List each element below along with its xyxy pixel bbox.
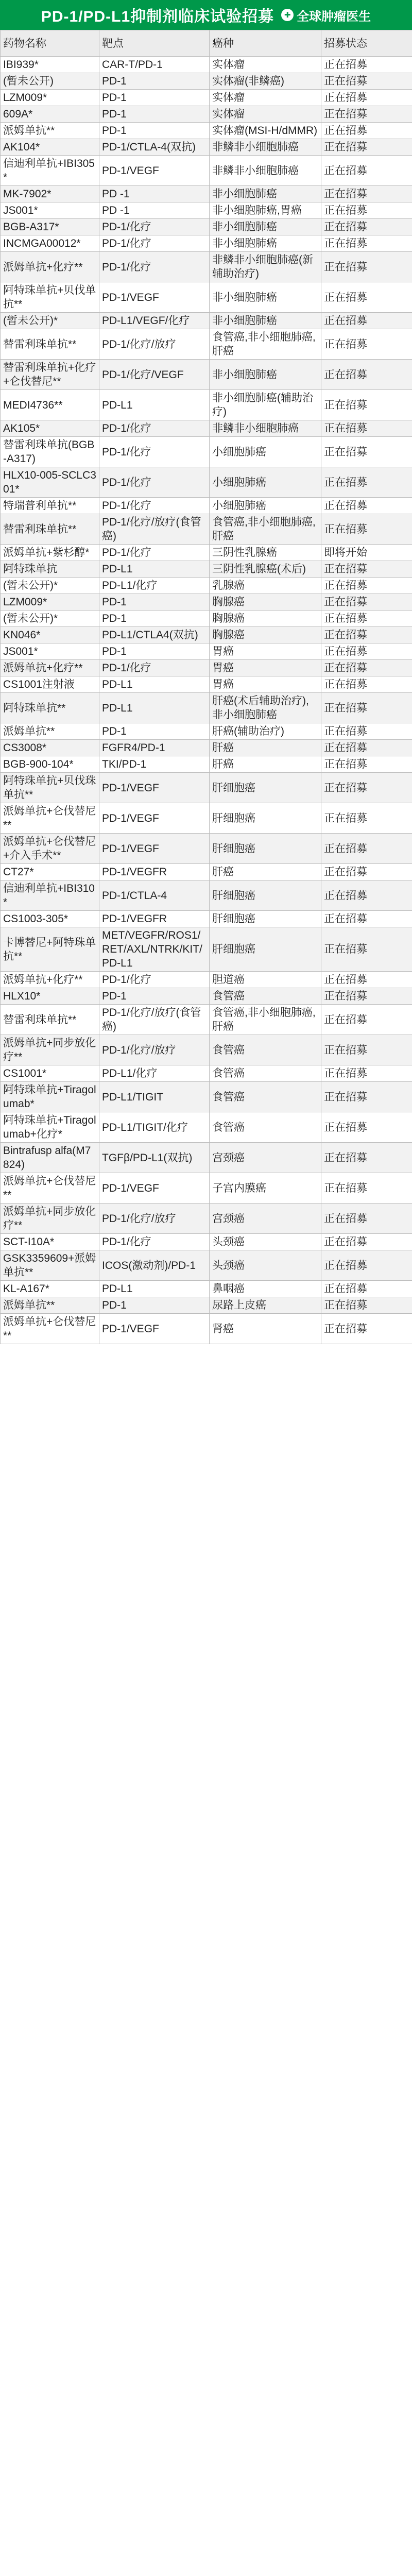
- cell-status: 正在招募: [321, 202, 412, 219]
- table-row: [1, 360, 412, 390]
- table-row: [1, 390, 412, 420]
- cell-cancer: 实体瘤(MSI-H/dMMR): [210, 123, 321, 139]
- cell-cancer: 尿路上皮癌: [210, 1297, 321, 1314]
- cell-status: 正在招募: [321, 139, 412, 156]
- table-row: [1, 123, 412, 139]
- cell-target: PD-1: [99, 988, 210, 1005]
- cell-status: 正在招募: [321, 1234, 412, 1250]
- cell-status: 正在招募: [321, 676, 412, 693]
- cell-status: 正在招募: [321, 1035, 412, 1065]
- cell-target: PD-1: [99, 594, 210, 611]
- cell-status: 正在招募: [321, 594, 412, 611]
- table-row: [1, 252, 412, 282]
- cell-target: PD-1: [99, 643, 210, 660]
- cell-cancer: 肝细胞癌: [210, 927, 321, 972]
- cell-status: 正在招募: [321, 911, 412, 927]
- cell-cancer: 鼻咽癌: [210, 1281, 321, 1297]
- cell-drug: 特瑞普利单抗**: [1, 498, 99, 514]
- column-header-drug: 药物名称: [1, 30, 99, 57]
- brand-logo-icon: ✚: [281, 9, 294, 21]
- table-row: [1, 972, 412, 988]
- cell-status: 正在招募: [321, 313, 412, 329]
- cell-drug: SCT-I10A*: [1, 1234, 99, 1250]
- brand-name: 全球肿瘤医生: [297, 9, 371, 24]
- cell-cancer: 非鳞非小细胞肺癌(新辅助治疗): [210, 252, 321, 282]
- cell-drug: 信迪利单抗+IBI310*: [1, 880, 99, 911]
- cell-status: 正在招募: [321, 988, 412, 1005]
- table-row: [1, 880, 412, 911]
- cell-target: PD-L1: [99, 676, 210, 693]
- table-row: [1, 313, 412, 329]
- cell-status: 正在招募: [321, 643, 412, 660]
- cell-status: 正在招募: [321, 57, 412, 73]
- cell-target: PD-L1/TIGIT/化疗: [99, 1112, 210, 1143]
- cell-drug: 信迪利单抗+IBI305*: [1, 156, 99, 186]
- cell-cancer: 肝细胞癌: [210, 911, 321, 927]
- cell-status: 正在招募: [321, 123, 412, 139]
- cell-cancer: 肝癌: [210, 864, 321, 880]
- table-row: [1, 1005, 412, 1035]
- cell-target: PD-1: [99, 1297, 210, 1314]
- table-row: [1, 329, 412, 360]
- cell-status: 正在招募: [321, 627, 412, 643]
- cell-drug: HLX10*: [1, 988, 99, 1005]
- cell-status: 正在招募: [321, 1082, 412, 1112]
- cell-drug: 派姆单抗**: [1, 123, 99, 139]
- cell-drug: (暂未公开): [1, 73, 99, 90]
- cell-target: PD-1/CTLA-4: [99, 880, 210, 911]
- cell-status: 正在招募: [321, 660, 412, 676]
- cell-status: 正在招募: [321, 1204, 412, 1234]
- table-row: [1, 498, 412, 514]
- cell-target: PD-1/化疗: [99, 660, 210, 676]
- cell-status: 正在招募: [321, 803, 412, 834]
- cell-target: PD-1/化疗: [99, 252, 210, 282]
- table-row: [1, 740, 412, 756]
- cell-status: 正在招募: [321, 611, 412, 627]
- table-row: [1, 235, 412, 252]
- cell-drug: 阿特珠单抗+贝伐珠单抗**: [1, 773, 99, 803]
- cell-cancer: 非小细胞肺癌(辅助治疗): [210, 390, 321, 420]
- table-row: [1, 186, 412, 202]
- cell-target: ICOS(激动剂)/PD-1: [99, 1250, 210, 1281]
- table-row: [1, 773, 412, 803]
- cell-cancer: 非小细胞肺癌: [210, 360, 321, 390]
- cell-drug: CS3008*: [1, 740, 99, 756]
- table-row: [1, 803, 412, 834]
- cell-drug: (暂未公开)*: [1, 578, 99, 594]
- cell-cancer: 子宫内膜癌: [210, 1173, 321, 1204]
- cell-target: PD -1: [99, 186, 210, 202]
- table-row: [1, 693, 412, 723]
- table-row: [1, 1035, 412, 1065]
- cell-status: 正在招募: [321, 1297, 412, 1314]
- cell-status: 正在招募: [321, 864, 412, 880]
- cell-drug: JS001*: [1, 643, 99, 660]
- table-row: [1, 73, 412, 90]
- cell-drug: 阿特珠单抗+Tiragolumab*: [1, 1082, 99, 1112]
- table-row: [1, 1281, 412, 1297]
- cell-target: PD-L1: [99, 693, 210, 723]
- table-row: [1, 156, 412, 186]
- cell-drug: CS1003-305*: [1, 911, 99, 927]
- cell-status: 正在招募: [321, 740, 412, 756]
- cell-cancer: 胃癌: [210, 643, 321, 660]
- table-row: [1, 1082, 412, 1112]
- cell-status: 正在招募: [321, 73, 412, 90]
- cell-cancer: 小细胞肺癌: [210, 498, 321, 514]
- cell-status: 正在招募: [321, 834, 412, 864]
- cell-target: PD-1/化疗/放疗: [99, 329, 210, 360]
- table-row: [1, 1250, 412, 1281]
- cell-cancer: 肝细胞癌: [210, 773, 321, 803]
- cell-drug: CT27*: [1, 864, 99, 880]
- table-row: [1, 676, 412, 693]
- cell-target: PD -1: [99, 202, 210, 219]
- table-row: [1, 467, 412, 498]
- table-row: [1, 1065, 412, 1082]
- table-row: [1, 864, 412, 880]
- table-row: [1, 927, 412, 972]
- cell-target: TGFβ/PD-L1(双抗): [99, 1143, 210, 1173]
- cell-drug: MK-7902*: [1, 186, 99, 202]
- cell-drug: 替雷利珠单抗**: [1, 514, 99, 545]
- cell-target: CAR-T/PD-1: [99, 57, 210, 73]
- cell-drug: CS1001*: [1, 1065, 99, 1082]
- cell-drug: GSK3359609+派姆单抗**: [1, 1250, 99, 1281]
- cell-target: PD-1/化疗: [99, 467, 210, 498]
- cell-status: 正在招募: [321, 360, 412, 390]
- cell-status: 正在招募: [321, 1173, 412, 1204]
- title-bar: [0, 0, 412, 30]
- cell-cancer: 实体瘤: [210, 90, 321, 106]
- cell-drug: CS1001注射液: [1, 676, 99, 693]
- cell-drug: AK104*: [1, 139, 99, 156]
- cell-status: 正在招募: [321, 880, 412, 911]
- cell-cancer: 实体瘤: [210, 57, 321, 73]
- cell-drug: 派姆单抗+同步放化疗**: [1, 1204, 99, 1234]
- cell-status: 正在招募: [321, 1065, 412, 1082]
- cell-cancer: 肝癌(辅助治疗): [210, 723, 321, 740]
- cell-target: PD-L1: [99, 1281, 210, 1297]
- cell-status: 正在招募: [321, 235, 412, 252]
- cell-status: 正在招募: [321, 90, 412, 106]
- cell-drug: BGB-A317*: [1, 219, 99, 235]
- cell-status: 正在招募: [321, 1143, 412, 1173]
- cell-drug: 替雷利珠单抗+化疗+仑伐替尼**: [1, 360, 99, 390]
- cell-cancer: 非鳞非小细胞肺癌: [210, 139, 321, 156]
- cell-drug: 替雷利珠单抗(BGB-A317): [1, 437, 99, 467]
- table-row: [1, 282, 412, 313]
- cell-drug: 派姆单抗+仑伐替尼+介入手术**: [1, 834, 99, 864]
- cell-cancer: 宫颈癌: [210, 1143, 321, 1173]
- cell-status: 正在招募: [321, 252, 412, 282]
- table-row: [1, 437, 412, 467]
- cell-drug: IBI939*: [1, 57, 99, 73]
- cell-status: 即将开始: [321, 545, 412, 561]
- table-row: [1, 219, 412, 235]
- cell-drug: 卡博替尼+阿特珠单抗**: [1, 927, 99, 972]
- cell-status: 正在招募: [321, 156, 412, 186]
- cell-drug: 派姆单抗+化疗**: [1, 660, 99, 676]
- cell-drug: HLX10-005-SCLC301*: [1, 467, 99, 498]
- table-row: [1, 57, 412, 73]
- table-row: [1, 1314, 412, 1344]
- cell-status: 正在招募: [321, 1005, 412, 1035]
- cell-target: PD-L1/TIGIT: [99, 1082, 210, 1112]
- table-row: [1, 834, 412, 864]
- cell-cancer: 肾癌: [210, 1314, 321, 1344]
- cell-cancer: 非鳞非小细胞肺癌: [210, 156, 321, 186]
- cell-target: PD-1/化疗/放疗: [99, 1035, 210, 1065]
- cell-cancer: 非小细胞肺癌: [210, 186, 321, 202]
- cell-cancer: 非鳞非小细胞肺癌: [210, 420, 321, 437]
- cell-target: PD-1/化疗: [99, 498, 210, 514]
- trials-table: [0, 30, 412, 1344]
- cell-target: PD-1/VEGF: [99, 282, 210, 313]
- cell-target: PD-1: [99, 723, 210, 740]
- table-row: [1, 202, 412, 219]
- column-header-target: 靶点: [99, 30, 210, 57]
- cell-drug: KN046*: [1, 627, 99, 643]
- cell-target: PD-1/VEGF: [99, 803, 210, 834]
- cell-status: 正在招募: [321, 773, 412, 803]
- table-row: [1, 611, 412, 627]
- cell-drug: KL-A167*: [1, 1281, 99, 1297]
- cell-target: PD-1/VEGF: [99, 1173, 210, 1204]
- cell-drug: 派姆单抗+化疗**: [1, 252, 99, 282]
- cell-status: 正在招募: [321, 390, 412, 420]
- cell-target: PD-1/VEGF: [99, 156, 210, 186]
- cell-cancer: 肝癌(术后辅助治疗),非小细胞肺癌: [210, 693, 321, 723]
- cell-target: PD-1/VEGFR: [99, 864, 210, 880]
- cell-cancer: 食管癌,非小细胞肺癌,肝癌: [210, 514, 321, 545]
- cell-target: MET/VEGFR/ROS1/RET/AXL/NTRK/KIT/PD-L1: [99, 927, 210, 972]
- table-row: [1, 723, 412, 740]
- cell-target: PD-1/化疗: [99, 219, 210, 235]
- cell-cancer: 非小细胞肺癌: [210, 219, 321, 235]
- cell-target: PD-1: [99, 90, 210, 106]
- cell-target: PD-1/化疗: [99, 1234, 210, 1250]
- cell-cancer: 胸腺癌: [210, 627, 321, 643]
- table-row: [1, 756, 412, 773]
- page-title: PD-1/PD-L1抑制剂临床试验招募: [41, 8, 274, 25]
- cell-drug: AK105*: [1, 420, 99, 437]
- cell-status: 正在招募: [321, 693, 412, 723]
- cell-target: PD-1/VEGF: [99, 773, 210, 803]
- cell-target: PD-1/化疗/放疗(食管癌): [99, 514, 210, 545]
- table-row: [1, 627, 412, 643]
- cell-drug: 阿特珠单抗**: [1, 693, 99, 723]
- cell-target: PD-1: [99, 123, 210, 139]
- cell-cancer: 肝癌: [210, 740, 321, 756]
- table-row: [1, 660, 412, 676]
- table-row: [1, 643, 412, 660]
- cell-status: 正在招募: [321, 927, 412, 972]
- cell-cancer: 三阴性乳腺癌(术后): [210, 561, 321, 578]
- brand: [281, 6, 371, 24]
- table-row: [1, 578, 412, 594]
- cell-cancer: 食管癌: [210, 1035, 321, 1065]
- cell-status: 正在招募: [321, 282, 412, 313]
- cell-drug: 替雷利珠单抗**: [1, 329, 99, 360]
- cell-status: 正在招募: [321, 756, 412, 773]
- cell-target: PD-1: [99, 73, 210, 90]
- table-row: [1, 1143, 412, 1173]
- cell-cancer: 肝癌: [210, 756, 321, 773]
- cell-cancer: 头颈癌: [210, 1234, 321, 1250]
- cell-cancer: 胸腺癌: [210, 594, 321, 611]
- cell-drug: 派姆单抗+仑伐替尼**: [1, 1173, 99, 1204]
- cell-status: 正在招募: [321, 1281, 412, 1297]
- cell-status: 正在招募: [321, 561, 412, 578]
- table-header-row: [1, 30, 412, 57]
- table-row: [1, 420, 412, 437]
- cell-cancer: 小细胞肺癌: [210, 467, 321, 498]
- cell-target: PD-1/VEGFR: [99, 911, 210, 927]
- cell-cancer: 胃癌: [210, 660, 321, 676]
- cell-cancer: 非小细胞肺癌: [210, 282, 321, 313]
- cell-cancer: 头颈癌: [210, 1250, 321, 1281]
- cell-drug: 派姆单抗+仑伐替尼**: [1, 1314, 99, 1344]
- cell-target: PD-1/VEGF: [99, 1314, 210, 1344]
- table-row: [1, 90, 412, 106]
- cell-cancer: 三阴性乳腺癌: [210, 545, 321, 561]
- cell-target: PD-1/化疗/放疗(食管癌): [99, 1005, 210, 1035]
- table-row: [1, 594, 412, 611]
- cell-target: PD-1/化疗/VEGF: [99, 360, 210, 390]
- cell-status: 正在招募: [321, 1250, 412, 1281]
- cell-target: PD-L1/VEGF/化疗: [99, 313, 210, 329]
- cell-cancer: 非小细胞肺癌,胃癌: [210, 202, 321, 219]
- cell-cancer: 乳腺癌: [210, 578, 321, 594]
- cell-status: 正在招募: [321, 420, 412, 437]
- table-row: [1, 911, 412, 927]
- table-row: [1, 988, 412, 1005]
- cell-status: 正在招募: [321, 514, 412, 545]
- cell-drug: 派姆单抗**: [1, 1297, 99, 1314]
- table-row: [1, 139, 412, 156]
- cell-target: PD-L1/化疗: [99, 1065, 210, 1082]
- cell-drug: (暂未公开)*: [1, 611, 99, 627]
- cell-cancer: 食管癌: [210, 1112, 321, 1143]
- cell-drug: 派姆单抗+同步放化疗**: [1, 1035, 99, 1065]
- cell-cancer: 食管癌,非小细胞肺癌,肝癌: [210, 1005, 321, 1035]
- cell-drug: 替雷利珠单抗**: [1, 1005, 99, 1035]
- cell-target: FGFR4/PD-1: [99, 740, 210, 756]
- cell-status: 正在招募: [321, 106, 412, 123]
- cell-target: PD-1/化疗: [99, 545, 210, 561]
- cell-drug: JS001*: [1, 202, 99, 219]
- cell-status: 正在招募: [321, 578, 412, 594]
- cell-cancer: 食管癌,非小细胞肺癌,肝癌: [210, 329, 321, 360]
- cell-status: 正在招募: [321, 498, 412, 514]
- cell-status: 正在招募: [321, 723, 412, 740]
- cell-target: PD-1/化疗: [99, 235, 210, 252]
- table-row: [1, 514, 412, 545]
- cell-target: PD-1/CTLA-4(双抗): [99, 139, 210, 156]
- cell-status: 正在招募: [321, 219, 412, 235]
- cell-cancer: 宫颈癌: [210, 1204, 321, 1234]
- cell-target: PD-1: [99, 106, 210, 123]
- cell-cancer: 小细胞肺癌: [210, 437, 321, 467]
- cell-target: PD-L1: [99, 390, 210, 420]
- cell-cancer: 胆道癌: [210, 972, 321, 988]
- cell-target: PD-L1/化疗: [99, 578, 210, 594]
- table-row: [1, 1112, 412, 1143]
- cell-target: TKI/PD-1: [99, 756, 210, 773]
- cell-drug: Bintrafusp alfa(M7824): [1, 1143, 99, 1173]
- cell-target: PD-1/化疗: [99, 437, 210, 467]
- cell-cancer: 食管癌: [210, 1065, 321, 1082]
- cell-drug: LZM009*: [1, 90, 99, 106]
- cell-cancer: 非小细胞肺癌: [210, 235, 321, 252]
- cell-target: PD-1/VEGF: [99, 834, 210, 864]
- cell-status: 正在招募: [321, 1314, 412, 1344]
- cell-cancer: 肝细胞癌: [210, 834, 321, 864]
- cell-status: 正在招募: [321, 467, 412, 498]
- cell-status: 正在招募: [321, 972, 412, 988]
- table-body: [1, 57, 412, 1344]
- cell-cancer: 肝细胞癌: [210, 880, 321, 911]
- cell-status: 正在招募: [321, 1112, 412, 1143]
- cell-cancer: 胸腺癌: [210, 611, 321, 627]
- cell-drug: 派姆单抗+化疗**: [1, 972, 99, 988]
- cell-target: PD-L1: [99, 561, 210, 578]
- table-row: [1, 1173, 412, 1204]
- cell-cancer: 食管癌: [210, 988, 321, 1005]
- cell-drug: 阿特珠单抗+Tiragolumab+化疗*: [1, 1112, 99, 1143]
- cell-target: PD-1/化疗: [99, 420, 210, 437]
- cell-drug: MEDI4736**: [1, 390, 99, 420]
- table-row: [1, 561, 412, 578]
- table-row: [1, 1234, 412, 1250]
- cell-target: PD-1/化疗: [99, 972, 210, 988]
- cell-drug: 阿特珠单抗: [1, 561, 99, 578]
- cell-cancer: 胃癌: [210, 676, 321, 693]
- cell-cancer: 实体瘤(非鳞癌): [210, 73, 321, 90]
- cell-drug: 派姆单抗+紫杉醇*: [1, 545, 99, 561]
- cell-cancer: 非小细胞肺癌: [210, 313, 321, 329]
- cell-drug: 派姆单抗+仑伐替尼**: [1, 803, 99, 834]
- cell-drug: 派姆单抗**: [1, 723, 99, 740]
- cell-drug: 阿特珠单抗+贝伐单抗**: [1, 282, 99, 313]
- cell-drug: INCMGA00012*: [1, 235, 99, 252]
- cell-target: PD-L1/CTLA4(双抗): [99, 627, 210, 643]
- table-row: [1, 545, 412, 561]
- cell-status: 正在招募: [321, 437, 412, 467]
- cell-drug: 609A*: [1, 106, 99, 123]
- cell-status: 正在招募: [321, 186, 412, 202]
- table-row: [1, 106, 412, 123]
- cell-cancer: 实体瘤: [210, 106, 321, 123]
- cell-target: PD-1: [99, 611, 210, 627]
- cell-cancer: 肝细胞癌: [210, 803, 321, 834]
- cell-drug: (暂未公开)*: [1, 313, 99, 329]
- table-row: [1, 1204, 412, 1234]
- table-row: [1, 1297, 412, 1314]
- cell-status: 正在招募: [321, 329, 412, 360]
- cell-target: PD-1/化疗/放疗: [99, 1204, 210, 1234]
- column-header-cancer: 癌种: [210, 30, 321, 57]
- cell-drug: BGB-900-104*: [1, 756, 99, 773]
- cell-cancer: 食管癌: [210, 1082, 321, 1112]
- column-header-status: 招募状态: [321, 30, 412, 57]
- cell-drug: LZM009*: [1, 594, 99, 611]
